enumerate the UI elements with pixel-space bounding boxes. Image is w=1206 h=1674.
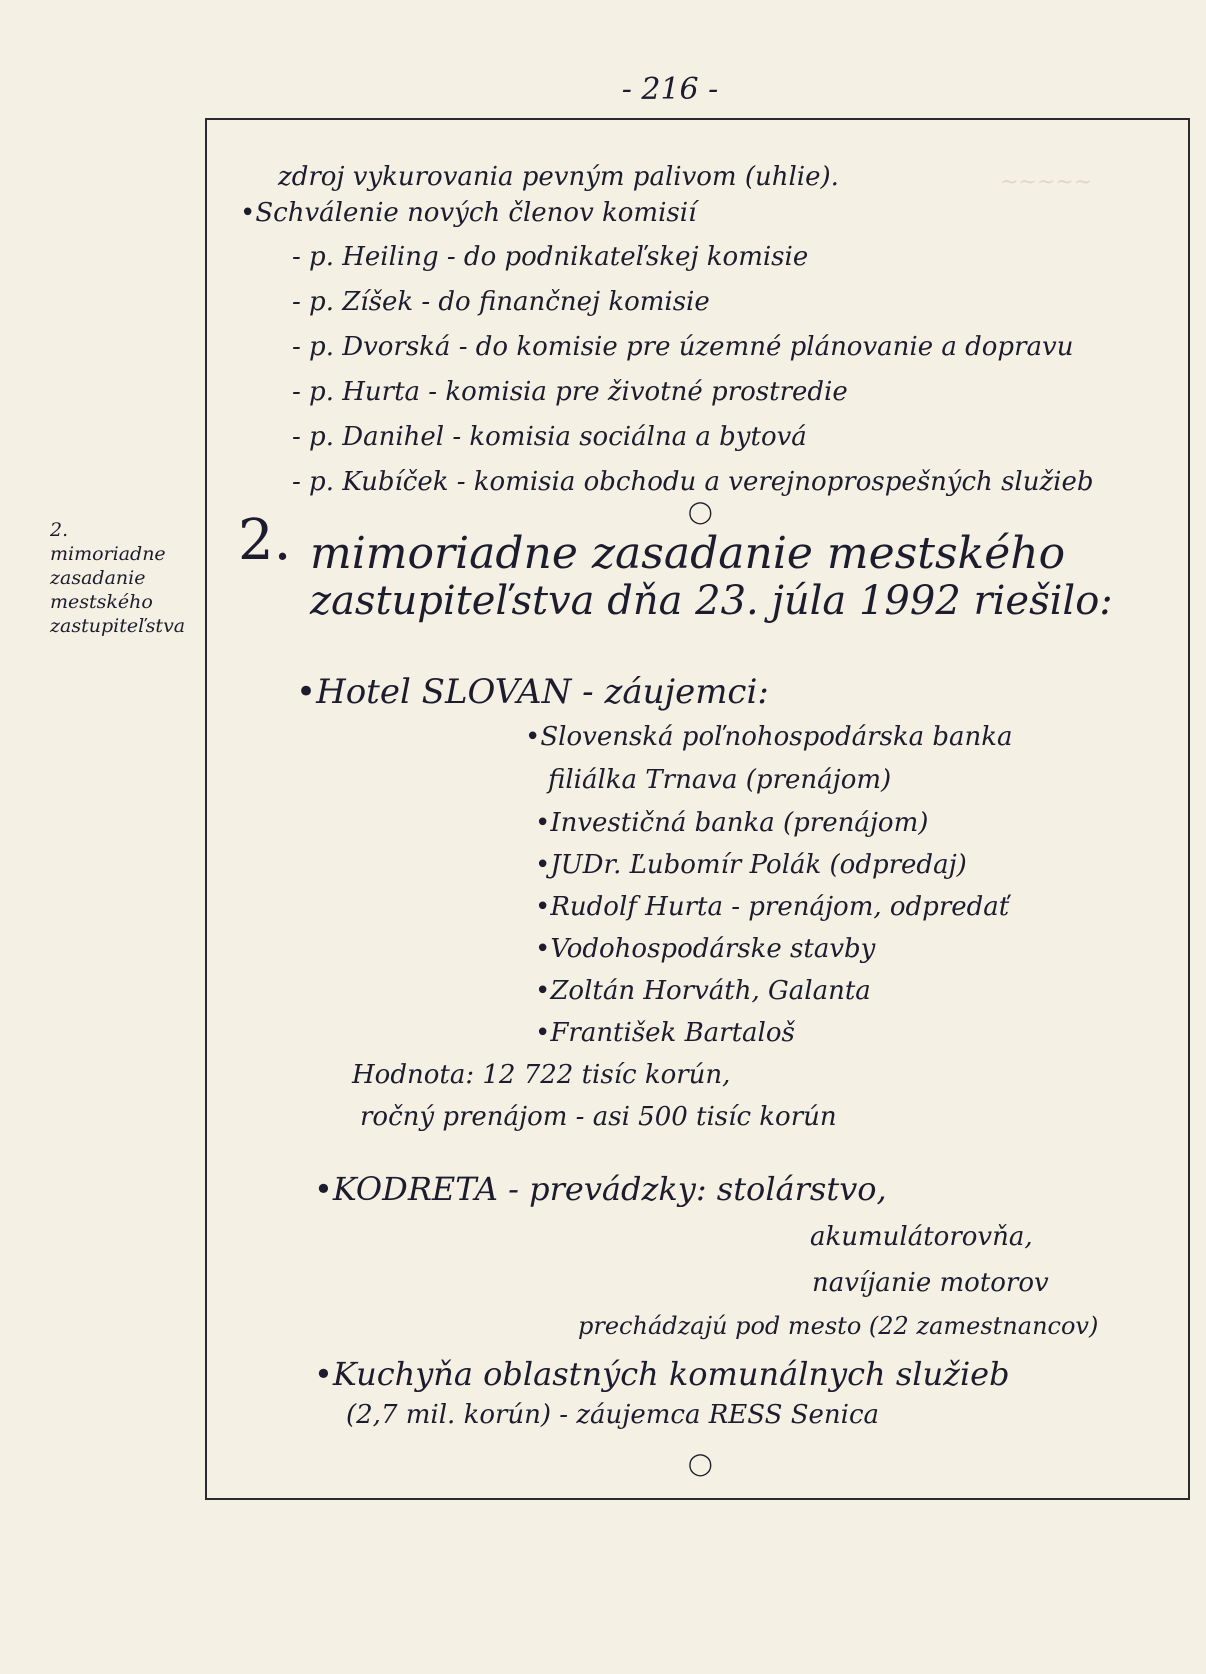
kitchen-heading: • Kuchyňa oblastných komunálnych služieb: [314, 1355, 1010, 1393]
margin-note-line: mimoriadne: [50, 543, 166, 565]
member-row: - p. Hurta - komisia pre životné prostredie: [292, 377, 848, 407]
kodreta-heading: • KODRETA - prevádzky: stolárstvo,: [314, 1170, 887, 1208]
margin-note-line: zastupiteľstva: [50, 615, 186, 637]
hotel-bidder: • JUDr. Ľubomír Polák (odpredaj): [535, 850, 967, 880]
hotel-heading: • Hotel SLOVAN - záujemci:: [296, 672, 769, 712]
member-row: - p. Kubíček - komisia obchodu a verejnoprospešných služieb: [292, 467, 1094, 497]
kodreta-transfer: prechádzajú pod mesto (22 zamestnancov): [578, 1312, 1099, 1340]
approval-heading: • Schválenie nových členov komisií: [240, 198, 696, 228]
hotel-bidder: • František Bartaloš: [535, 1018, 795, 1048]
bleed-through-texture: ~~~~~: [1000, 170, 1093, 195]
hotel-value: Hodnota: 12 722 tisíc korún,: [352, 1060, 731, 1090]
intro-line: zdroj vykurovania pevným palivom (uhlie).: [278, 162, 839, 192]
member-row: - p. Dvorská - do komisie pre územné plánovanie a dopravu: [292, 332, 1074, 362]
margin-note-line: mestského: [50, 591, 153, 613]
margin-note-number: 2.: [50, 519, 69, 541]
hotel-rent: ročný prenájom - asi 500 tisíc korún: [360, 1102, 837, 1132]
hotel-bidder: • Rudolf Hurta - prenájom, odpredať: [535, 892, 1009, 922]
hotel-bidder: • Zoltán Horváth, Galanta: [535, 976, 871, 1006]
member-row: - p. Heiling - do podnikateľskej komisie: [292, 242, 809, 272]
kodreta-unit: navíjanie motorov: [812, 1268, 1049, 1298]
margin-note: [50, 518, 215, 638]
section-divider-symbol: ◯: [688, 500, 713, 525]
margin-note-line: zasadanie: [50, 567, 146, 589]
section-title-line1: mimoriadne zasadanie mestského: [310, 528, 1066, 579]
section-title-line2: zastupiteľstva dňa 23. júla 1992 riešilo:: [310, 578, 1113, 624]
hotel-bidder: • Vodohospodárske stavby: [535, 934, 875, 964]
kodreta-unit: akumulátorovňa,: [810, 1222, 1033, 1252]
section-number: 2.: [238, 508, 292, 573]
member-row: - p. Danihel - komisia sociálna a bytová: [292, 422, 807, 452]
member-row: - p. Zíšek - do finančnej komisie: [292, 287, 710, 317]
hotel-bidder: • Slovenská poľnohospodárska banka: [525, 722, 1013, 752]
hotel-bidder: • Investičná banka (prenájom): [535, 808, 928, 838]
page-number: - 216 -: [621, 72, 719, 107]
kitchen-detail: (2,7 mil. korún) - záujemca RESS Senica: [346, 1400, 880, 1430]
end-symbol: ◯: [688, 1452, 713, 1477]
hotel-bidder-continued: filiálka Trnava (prenájom): [548, 765, 892, 795]
